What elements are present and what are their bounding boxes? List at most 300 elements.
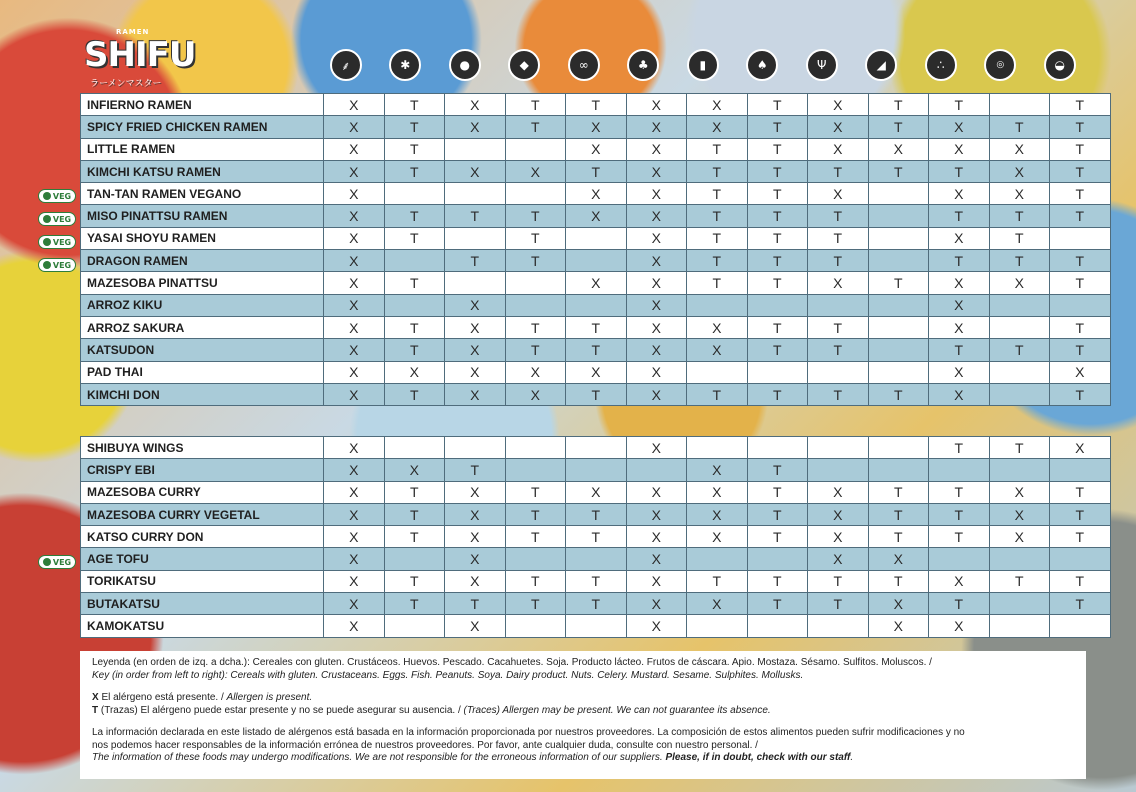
- allergen-cell: T: [566, 593, 627, 615]
- allergen-cell: X: [687, 116, 748, 138]
- veg-label: VEG: [52, 214, 72, 224]
- allergen-cell: T: [566, 94, 627, 116]
- allergen-cell: X: [324, 294, 385, 316]
- dish-name: ARROZ KIKU: [81, 294, 324, 316]
- table-row: [81, 503, 1111, 525]
- allergen-cell: X: [566, 183, 627, 205]
- allergen-cell: T: [989, 116, 1050, 138]
- dish-name: DRAGON RAMEN: [81, 250, 324, 272]
- allergen-cell: T: [747, 316, 808, 338]
- allergen-cell: T: [1050, 339, 1111, 361]
- allergen-cell: T: [929, 437, 990, 459]
- dish-name: KIMCHI DON: [81, 383, 324, 405]
- allergen-cell: T: [868, 272, 929, 294]
- mollusc-icon: ◒: [1044, 49, 1076, 81]
- allergen-cell: T: [445, 205, 506, 227]
- allergen-cell: T: [566, 339, 627, 361]
- allergen-cell: X: [445, 570, 506, 592]
- allergen-cell: T: [384, 94, 445, 116]
- allergen-cell: T: [687, 205, 748, 227]
- allergen-cell: X: [929, 570, 990, 592]
- allergen-cell: X: [445, 481, 506, 503]
- veg-label: VEG: [52, 260, 72, 270]
- allergen-cell: T: [868, 481, 929, 503]
- allergen-cell: X: [929, 316, 990, 338]
- allergen-cell: T: [989, 437, 1050, 459]
- table-row: [81, 593, 1111, 615]
- allergen-cell: X: [324, 183, 385, 205]
- allergen-cell: T: [445, 459, 506, 481]
- allergen-cell: X: [626, 294, 687, 316]
- allergen-cell: T: [808, 227, 869, 249]
- allergen-cell: X: [505, 383, 566, 405]
- allergen-cell: T: [1050, 183, 1111, 205]
- dish-name: KATSUDON: [81, 339, 324, 361]
- nut-icon: ♠: [746, 49, 778, 81]
- table-row: [81, 272, 1111, 294]
- allergen-cell: [747, 548, 808, 570]
- allergen-cell: X: [808, 526, 869, 548]
- dish-name: KIMCHI KATSU RAMEN: [81, 160, 324, 182]
- allergen-cell: X: [626, 526, 687, 548]
- allergen-cell: T: [384, 138, 445, 160]
- logo-small-text: RAMEN: [116, 28, 150, 36]
- allergen-cell: X: [626, 183, 687, 205]
- legend-line-es: Leyenda (en orden de izq. a dcha.): Cereales con gluten. Crustáceos. Huevos. Pescado. Cacahuetes. Soja. Producto lácteo. Frutos de cáscara. Apio. Mostaza. Sésamo. Sulfitos. Moluscos. /: [92, 657, 932, 668]
- allergen-cell: [929, 548, 990, 570]
- allergen-table-secondary: [80, 436, 1111, 638]
- allergen-cell: X: [808, 481, 869, 503]
- allergen-cell: X: [324, 227, 385, 249]
- dish-name: INFIERNO RAMEN: [81, 94, 324, 116]
- allergen-cell: [989, 361, 1050, 383]
- allergen-cell: X: [324, 503, 385, 525]
- allergen-cell: T: [868, 503, 929, 525]
- allergen-cell: [445, 138, 506, 160]
- table-row: [81, 548, 1111, 570]
- leaf-icon: [43, 192, 51, 200]
- allergen-cell: X: [324, 361, 385, 383]
- allergen-cell: T: [1050, 116, 1111, 138]
- allergen-icon-header: [316, 48, 1090, 82]
- allergen-cell: T: [929, 160, 990, 182]
- table-row: [81, 361, 1111, 383]
- allergen-cell: [384, 615, 445, 637]
- dish-name: MAZESOBA CURRY VEGETAL: [81, 503, 324, 525]
- veg-badge: [38, 235, 76, 249]
- allergen-cell: [566, 459, 627, 481]
- allergen-cell: X: [566, 116, 627, 138]
- allergen-cell: X: [868, 548, 929, 570]
- allergen-cell: T: [505, 481, 566, 503]
- allergen-cell: [687, 615, 748, 637]
- allergen-cell: T: [868, 570, 929, 592]
- allergen-cell: [989, 593, 1050, 615]
- allergen-cell: X: [626, 437, 687, 459]
- allergen-cell: T: [868, 116, 929, 138]
- peanut-icon: ∞: [568, 49, 600, 81]
- veg-label: VEG: [52, 191, 72, 201]
- allergen-cell: X: [445, 294, 506, 316]
- allergen-cell: T: [687, 250, 748, 272]
- allergen-cell: T: [747, 339, 808, 361]
- allergen-cell: X: [989, 183, 1050, 205]
- allergen-cell: X: [566, 138, 627, 160]
- allergen-cell: X: [687, 339, 748, 361]
- allergen-cell: X: [324, 383, 385, 405]
- dish-name: ARROZ SAKURA: [81, 316, 324, 338]
- allergen-cell: X: [687, 526, 748, 548]
- allergen-cell: X: [868, 615, 929, 637]
- allergen-cell: T: [505, 503, 566, 525]
- allergen-cell: T: [566, 160, 627, 182]
- table-row: [81, 138, 1111, 160]
- allergen-cell: [566, 250, 627, 272]
- allergen-cell: X: [929, 183, 990, 205]
- allergen-cell: T: [868, 94, 929, 116]
- dish-name: BUTAKATSU: [81, 593, 324, 615]
- allergen-cell: [747, 615, 808, 637]
- allergen-cell: X: [445, 548, 506, 570]
- allergen-cell: T: [566, 570, 627, 592]
- allergen-cell: [1050, 459, 1111, 481]
- allergen-cell: T: [929, 593, 990, 615]
- allergen-cell: T: [747, 183, 808, 205]
- milk-icon: ▮: [687, 49, 719, 81]
- table-row: [81, 294, 1111, 316]
- allergen-cell: [687, 437, 748, 459]
- allergen-cell: T: [808, 160, 869, 182]
- allergen-cell: T: [1050, 160, 1111, 182]
- allergen-cell: T: [384, 160, 445, 182]
- allergen-cell: [868, 316, 929, 338]
- allergen-cell: T: [929, 339, 990, 361]
- allergen-cell: T: [687, 138, 748, 160]
- allergen-cell: T: [989, 227, 1050, 249]
- allergen-cell: X: [687, 593, 748, 615]
- allergen-cell: T: [747, 227, 808, 249]
- allergen-cell: [384, 548, 445, 570]
- allergen-cell: T: [505, 94, 566, 116]
- allergen-cell: T: [505, 205, 566, 227]
- allergen-cell: T: [808, 205, 869, 227]
- allergen-cell: T: [747, 459, 808, 481]
- allergen-cell: X: [808, 272, 869, 294]
- allergen-cell: X: [324, 481, 385, 503]
- allergen-cell: [505, 138, 566, 160]
- allergen-cell: [687, 548, 748, 570]
- allergen-cell: X: [324, 615, 385, 637]
- allergen-cell: X: [445, 503, 506, 525]
- allergen-cell: [505, 459, 566, 481]
- allergen-cell: X: [324, 593, 385, 615]
- veg-label: VEG: [52, 557, 72, 567]
- dish-name: YASAI SHOYU RAMEN: [81, 227, 324, 249]
- allergen-cell: X: [324, 548, 385, 570]
- allergen-cell: [505, 548, 566, 570]
- allergen-cell: X: [566, 361, 627, 383]
- legend-x-key: X El alérgeno está presente. / Allergen is present.: [92, 692, 313, 703]
- allergen-cell: T: [747, 272, 808, 294]
- legend-t-key: T (Trazas) El alérgeno puede estar presente y no se puede asegurar su ausencia. / (Traces) Allergen may be present. We can not guarantee its absence.: [92, 704, 771, 716]
- allergen-cell: X: [808, 138, 869, 160]
- soy-icon: ♣: [627, 49, 659, 81]
- allergen-cell: X: [324, 138, 385, 160]
- allergen-cell: T: [687, 183, 748, 205]
- allergen-cell: [989, 94, 1050, 116]
- allergen-cell: X: [989, 160, 1050, 182]
- veg-badge: [38, 212, 76, 226]
- allergen-cell: [505, 615, 566, 637]
- table-row: [81, 227, 1111, 249]
- allergen-cell: X: [626, 272, 687, 294]
- allergen-cell: X: [1050, 437, 1111, 459]
- allergen-cell: [626, 459, 687, 481]
- allergen-cell: T: [384, 570, 445, 592]
- allergen-cell: T: [989, 205, 1050, 227]
- allergen-cell: T: [566, 503, 627, 525]
- allergen-cell: X: [989, 272, 1050, 294]
- allergen-cell: X: [626, 160, 687, 182]
- table-row: [81, 116, 1111, 138]
- allergen-cell: X: [687, 316, 748, 338]
- allergen-cell: T: [1050, 316, 1111, 338]
- table-row: [81, 160, 1111, 182]
- allergen-cell: X: [445, 160, 506, 182]
- table-row: [81, 481, 1111, 503]
- fish-icon: ◆: [508, 49, 540, 81]
- table-row: [81, 570, 1111, 592]
- allergen-cell: T: [868, 383, 929, 405]
- allergen-cell: X: [626, 383, 687, 405]
- allergen-cell: X: [929, 227, 990, 249]
- disclaimer-en: The information of these foods may undergo modifications. We are not responsible for the erroneous information of our suppliers. Please, if in doubt, check with our staff.: [92, 752, 854, 763]
- allergen-cell: X: [626, 361, 687, 383]
- allergen-cell: [566, 437, 627, 459]
- allergen-cell: X: [989, 481, 1050, 503]
- dish-name: MAZESOBA CURRY: [81, 481, 324, 503]
- allergen-cell: T: [384, 383, 445, 405]
- dish-name: CRISPY EBI: [81, 459, 324, 481]
- allergen-cell: X: [445, 361, 506, 383]
- allergen-cell: T: [1050, 138, 1111, 160]
- mustard-icon: ◢: [865, 49, 897, 81]
- allergen-cell: [808, 459, 869, 481]
- allergen-cell: T: [566, 526, 627, 548]
- allergen-cell: [747, 361, 808, 383]
- allergen-cell: X: [868, 593, 929, 615]
- table-row: [81, 94, 1111, 116]
- allergen-cell: T: [1050, 570, 1111, 592]
- allergen-cell: T: [929, 503, 990, 525]
- allergen-cell: X: [445, 94, 506, 116]
- legend-line-en: Key (in order from left to right): Cereals with gluten. Crustaceans. Eggs. Fish. Peanuts. Soya. Dairy product. Nuts. Celery. Mustard. Sesame. Sulphites. Mollusks.: [92, 669, 804, 681]
- allergen-cell: [868, 227, 929, 249]
- allergen-cell: T: [747, 481, 808, 503]
- allergen-cell: X: [626, 339, 687, 361]
- allergen-cell: X: [324, 316, 385, 338]
- allergen-cell: T: [505, 339, 566, 361]
- allergen-cell: [868, 205, 929, 227]
- allergen-cell: T: [747, 593, 808, 615]
- leaf-icon: [43, 215, 51, 223]
- sesame-icon: ∴: [925, 49, 957, 81]
- allergen-cell: [808, 615, 869, 637]
- allergen-cell: X: [929, 383, 990, 405]
- allergen-cell: [1050, 227, 1111, 249]
- allergen-cell: X: [808, 183, 869, 205]
- allergen-cell: T: [1050, 481, 1111, 503]
- allergen-cell: T: [747, 116, 808, 138]
- allergen-cell: X: [566, 272, 627, 294]
- leaf-icon: [43, 261, 51, 269]
- allergen-cell: X: [445, 526, 506, 548]
- logo-japanese-text: ラーメンマスター: [90, 79, 162, 89]
- allergen-cell: X: [626, 138, 687, 160]
- allergen-cell: [808, 294, 869, 316]
- allergen-cell: T: [808, 593, 869, 615]
- allergen-cell: T: [1050, 250, 1111, 272]
- allergen-cell: X: [626, 548, 687, 570]
- leaf-icon: [43, 558, 51, 566]
- allergen-cell: X: [626, 116, 687, 138]
- allergen-cell: T: [445, 593, 506, 615]
- allergen-cell: T: [384, 316, 445, 338]
- allergen-cell: X: [626, 615, 687, 637]
- veg-label: VEG: [52, 237, 72, 247]
- allergen-cell: T: [989, 570, 1050, 592]
- allergen-cell: X: [626, 481, 687, 503]
- allergen-cell: X: [566, 481, 627, 503]
- allergen-cell: T: [929, 205, 990, 227]
- allergen-cell: X: [324, 459, 385, 481]
- allergen-cell: T: [808, 383, 869, 405]
- allergen-cell: T: [384, 339, 445, 361]
- allergen-cell: T: [505, 316, 566, 338]
- sulphite-icon: ◎: [984, 49, 1016, 81]
- allergen-cell: [505, 183, 566, 205]
- allergen-cell: [868, 294, 929, 316]
- allergen-cell: [868, 183, 929, 205]
- allergen-cell: T: [505, 593, 566, 615]
- allergen-table-main: [80, 93, 1111, 406]
- allergen-cell: X: [324, 160, 385, 182]
- dish-name: MAZESOBA PINATTSU: [81, 272, 324, 294]
- allergen-cell: T: [445, 250, 506, 272]
- allergen-cell: [1050, 294, 1111, 316]
- allergen-cell: [868, 361, 929, 383]
- table-row: [81, 615, 1111, 637]
- allergen-cell: X: [929, 361, 990, 383]
- allergen-cell: X: [324, 272, 385, 294]
- allergen-cell: X: [868, 138, 929, 160]
- allergen-cell: [445, 183, 506, 205]
- allergen-cell: T: [1050, 94, 1111, 116]
- allergen-cell: X: [324, 94, 385, 116]
- allergen-cell: X: [687, 459, 748, 481]
- allergen-cell: T: [687, 383, 748, 405]
- allergen-cell: T: [1050, 383, 1111, 405]
- allergen-cell: X: [626, 250, 687, 272]
- allergen-cell: T: [505, 250, 566, 272]
- allergen-cell: X: [808, 548, 869, 570]
- allergen-cell: [929, 459, 990, 481]
- allergen-cell: [868, 459, 929, 481]
- allergen-cell: T: [929, 94, 990, 116]
- allergen-cell: T: [384, 116, 445, 138]
- allergen-cell: T: [808, 339, 869, 361]
- allergen-cell: T: [929, 250, 990, 272]
- allergen-cell: X: [626, 227, 687, 249]
- allergen-cell: [566, 227, 627, 249]
- allergen-cell: X: [384, 459, 445, 481]
- allergen-cell: X: [626, 316, 687, 338]
- allergen-cell: X: [929, 272, 990, 294]
- allergen-cell: T: [384, 205, 445, 227]
- allergen-cell: X: [324, 116, 385, 138]
- allergen-cell: T: [1050, 205, 1111, 227]
- allergen-cell: [445, 272, 506, 294]
- allergen-cell: X: [687, 503, 748, 525]
- allergen-cell: T: [384, 481, 445, 503]
- allergen-cell: T: [747, 160, 808, 182]
- allergen-cell: X: [445, 339, 506, 361]
- allergen-cell: [505, 437, 566, 459]
- logo-main-text: SHIFU: [84, 35, 196, 75]
- dish-name: KAMOKATSU: [81, 615, 324, 637]
- dish-name: SHIBUYA WINGS: [81, 437, 324, 459]
- allergen-cell: X: [989, 138, 1050, 160]
- allergen-cell: T: [687, 570, 748, 592]
- allergen-cell: T: [747, 570, 808, 592]
- dish-name: PAD THAI: [81, 361, 324, 383]
- allergen-cell: X: [384, 361, 445, 383]
- allergen-cell: [566, 294, 627, 316]
- table-row: [81, 437, 1111, 459]
- allergen-cell: X: [808, 503, 869, 525]
- dish-name: TAN-TAN RAMEN VEGANO: [81, 183, 324, 205]
- allergen-cell: X: [687, 481, 748, 503]
- allergen-cell: [445, 437, 506, 459]
- allergen-cell: T: [1050, 272, 1111, 294]
- allergen-cell: X: [505, 361, 566, 383]
- allergen-cell: T: [747, 250, 808, 272]
- allergen-cell: [989, 548, 1050, 570]
- allergen-cell: [868, 437, 929, 459]
- allergen-cell: [868, 339, 929, 361]
- allergen-cell: X: [929, 138, 990, 160]
- allergen-cell: [687, 361, 748, 383]
- table-row: [81, 250, 1111, 272]
- allergen-cell: T: [747, 383, 808, 405]
- allergen-cell: [1050, 615, 1111, 637]
- table-row: [81, 526, 1111, 548]
- celery-icon: Ψ: [806, 49, 838, 81]
- allergen-cell: [384, 250, 445, 272]
- allergen-cell: T: [384, 503, 445, 525]
- dish-name: MISO PINATTSU RAMEN: [81, 205, 324, 227]
- allergen-cell: [989, 459, 1050, 481]
- allergen-cell: T: [566, 383, 627, 405]
- allergen-cell: [868, 250, 929, 272]
- table-row: [81, 183, 1111, 205]
- table-row: [81, 205, 1111, 227]
- allergen-cell: [747, 294, 808, 316]
- allergen-cell: X: [324, 339, 385, 361]
- dish-name: SPICY FRIED CHICKEN RAMEN: [81, 116, 324, 138]
- allergen-cell: T: [687, 160, 748, 182]
- allergen-cell: [989, 316, 1050, 338]
